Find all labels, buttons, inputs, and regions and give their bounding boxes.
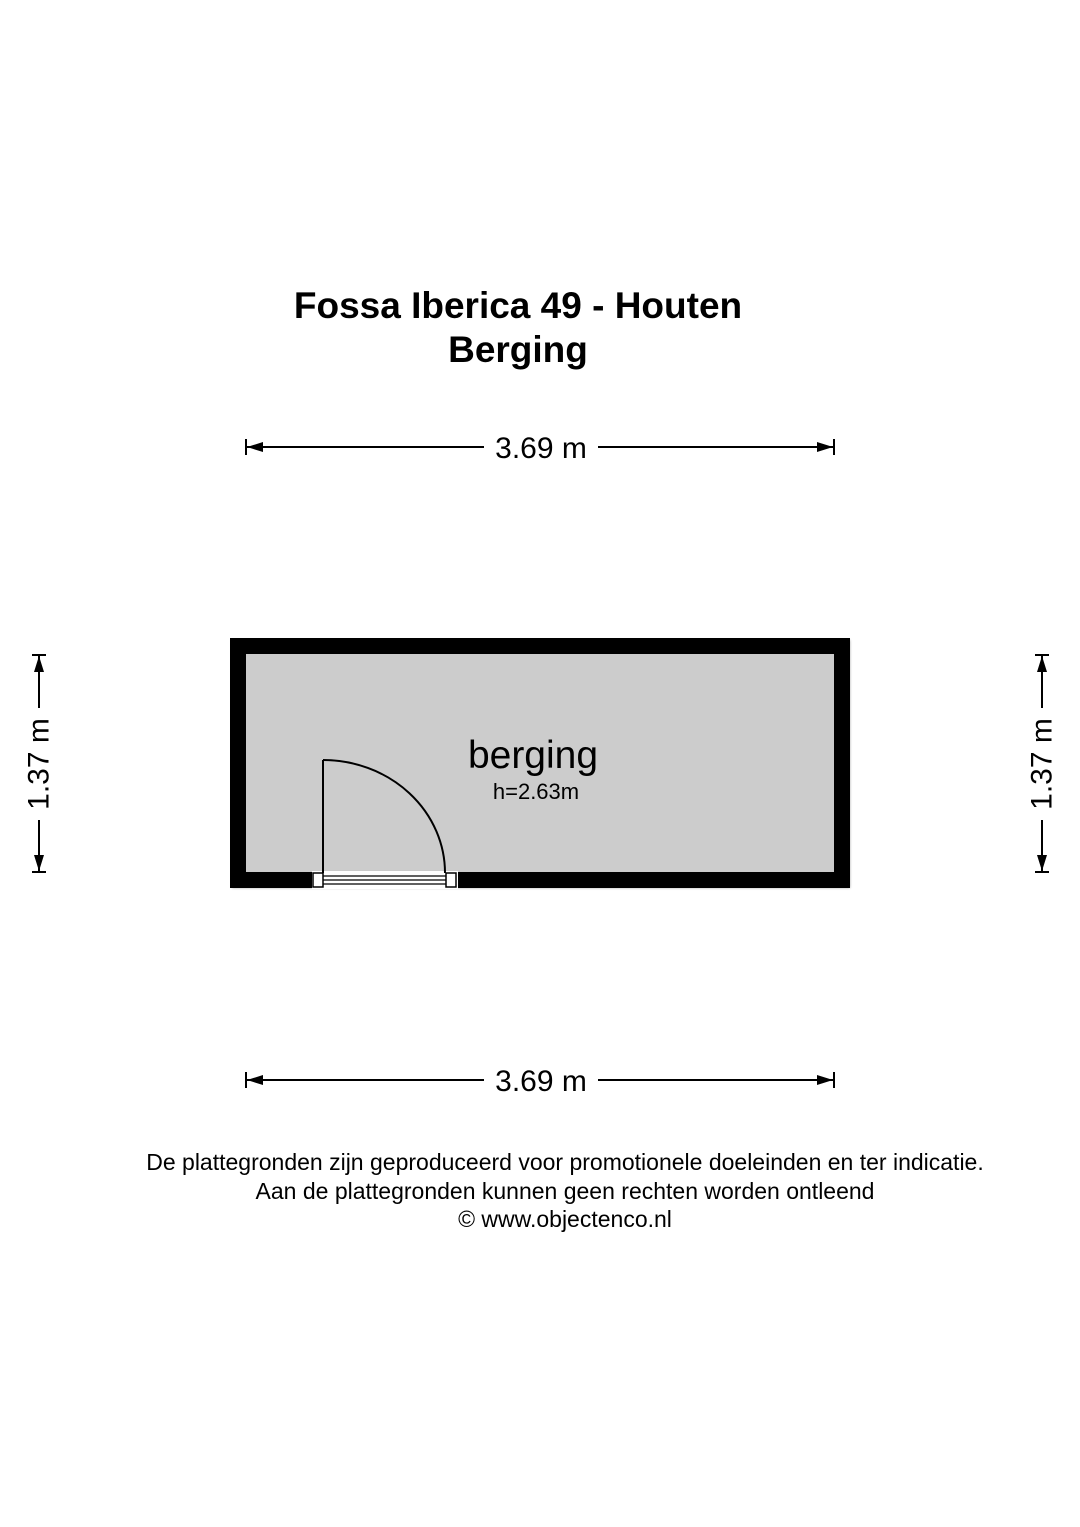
floor-title: Berging [448, 329, 588, 370]
disclaimer [40, 1148, 1080, 1234]
room-height: h=2.63m [492, 779, 580, 804]
right-dimension-label: 1.37 m [1025, 718, 1059, 810]
address-title: Fossa Iberica 49 - Houten [293, 285, 743, 326]
bottom-dimension-label: 3.69 m [495, 1065, 587, 1098]
disclaimer-line-1: De plattegronden zijn geproduceerd voor promotionele doeleinden en ter indicatie. [146, 1149, 984, 1175]
copyright-line: © www.objectenco.nl [458, 1206, 672, 1232]
room-name: berging [467, 734, 599, 777]
door-opening [312, 871, 458, 889]
top-dimension-label: 3.69 m [495, 432, 587, 465]
disclaimer-line-2: Aan de plattegronden kunnen geen rechten worden ontleend [255, 1177, 875, 1204]
left-dimension-label: 1.37 m [22, 718, 56, 810]
